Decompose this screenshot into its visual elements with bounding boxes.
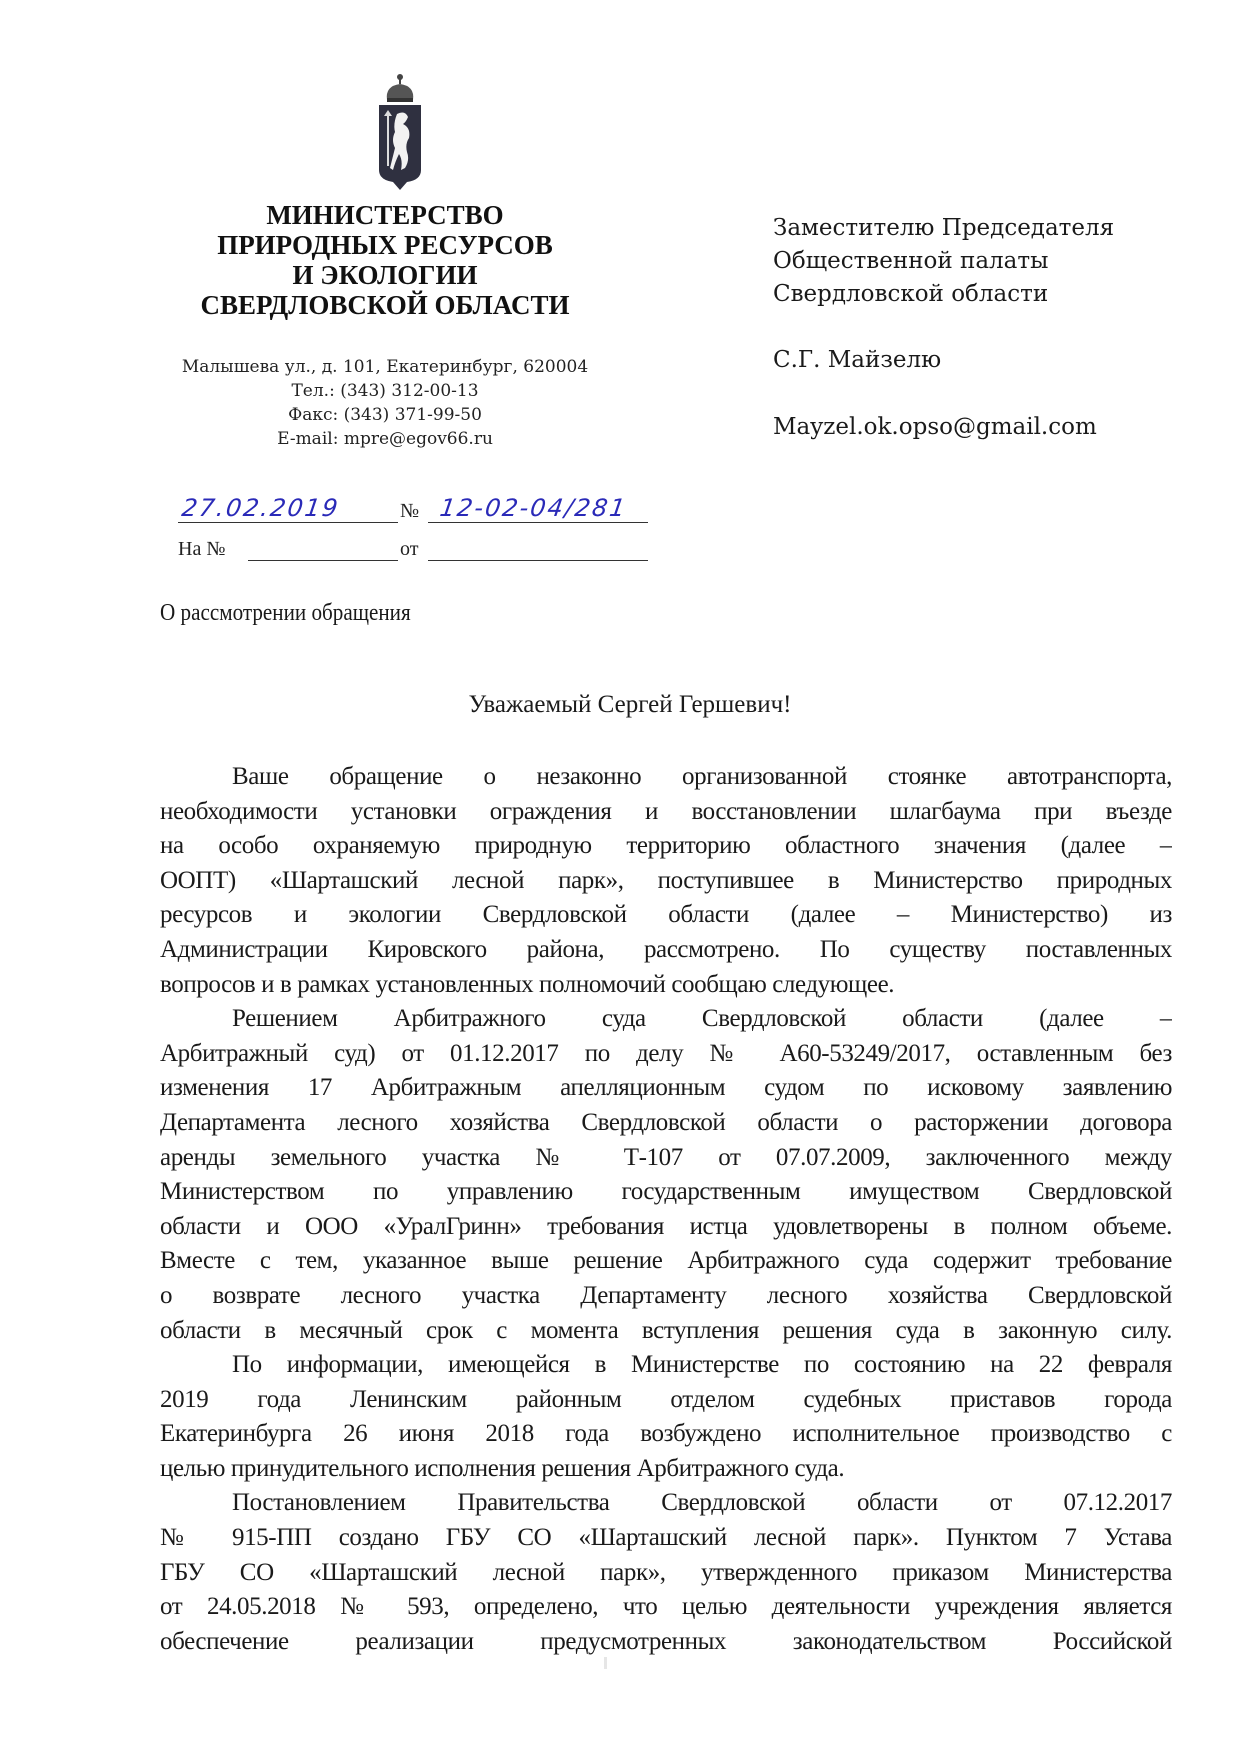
body-line: Решением Арбитражного суда Свердловской области (далее – bbox=[232, 1005, 1172, 1033]
body-line: ООПТ) «Шарташский лесной парк», поступившее в Министерство природных bbox=[160, 866, 1172, 894]
org-email: E-mail: mpre@egov66.ru bbox=[277, 429, 493, 449]
body-line: области и ООО «УралГринн» требования истца удовлетворены в полном объеме. bbox=[160, 1212, 1172, 1240]
registration-line bbox=[178, 494, 648, 524]
body-line: области в месячный срок с момента вступления решения суда в законную силу. bbox=[160, 1316, 1172, 1344]
number-label: № bbox=[400, 500, 420, 522]
organization-contacts bbox=[160, 355, 610, 451]
body-line: Министерством по управлению государственным имуществом Свердловской bbox=[160, 1178, 1172, 1206]
handwritten-date: 27.02.2019 bbox=[180, 494, 342, 522]
org-fax: Факс: (343) 371-99-50 bbox=[288, 405, 482, 425]
registration-date-field bbox=[178, 494, 398, 523]
body-line: Администрации Кировского района, рассмотрено. По существу поставленных bbox=[160, 935, 1172, 963]
body-line: аренды земельного участка № Т-107 от 07.07.2009, заключенного между bbox=[160, 1143, 1172, 1171]
addressee-position bbox=[773, 212, 1133, 311]
body-line: необходимости установки ограждения и восстановлении шлагбаума при въезде bbox=[160, 797, 1172, 825]
body-line: По информации, имеющейся в Министерстве по состоянию на 22 февраля bbox=[232, 1351, 1172, 1379]
body-line: на особо охраняемую природную территорию областного значения (далее – bbox=[160, 832, 1172, 860]
body-line: обеспечение реализации предусмотренных законодательством Российской bbox=[160, 1627, 1172, 1655]
letter-subject: О рассмотрении обращения bbox=[160, 600, 411, 626]
body-line: Ваше обращение о незаконно организованной стоянке автотранспорта, bbox=[232, 763, 1172, 790]
body-line: целью принудительного исполнения решения Арбитражного суда. bbox=[160, 1454, 845, 1482]
body-line: Вместе с тем, указанное выше решение Арбитражного суда содержит требование bbox=[160, 1247, 1172, 1275]
organization-name bbox=[160, 200, 610, 320]
body-line: 2019 года Ленинским районным отделом судебных приставов города bbox=[160, 1385, 1172, 1413]
org-line: МИНИСТЕРСТВО bbox=[266, 200, 504, 230]
body-line: Арбитражный суд) от 01.12.2017 по делу № А60-53249/2017, оставленным без bbox=[160, 1039, 1172, 1067]
handwritten-number: 12-02-04/281 bbox=[438, 494, 629, 522]
reference-number-blank bbox=[248, 560, 398, 561]
body-line: № 915-ПП создано ГБУ СО «Шарташский лесной парк». Пунктом 7 Устава bbox=[160, 1524, 1172, 1552]
body-line: Департамента лесного хозяйства Свердловской области о расторжении договора bbox=[160, 1108, 1172, 1136]
reference-date-blank bbox=[428, 560, 648, 561]
addressee-line: Заместителю Председателя bbox=[773, 215, 1115, 241]
org-line: ПРИРОДНЫХ РЕСУРСОВ bbox=[217, 230, 553, 260]
reference-date-label: от bbox=[400, 538, 419, 560]
org-line: СВЕРДЛОВСКОЙ ОБЛАСТИ bbox=[200, 290, 570, 320]
coat-of-arms-emblem bbox=[375, 72, 425, 192]
org-line: И ЭКОЛОГИИ bbox=[292, 260, 478, 290]
org-phone: Тел.: (343) 312-00-13 bbox=[291, 381, 479, 401]
letter-body bbox=[160, 760, 1172, 1659]
body-line: Екатеринбурга 26 июня 2018 года возбуждено исполнительное производство с bbox=[160, 1420, 1172, 1448]
addressee-name: С.Г. Майзелю bbox=[773, 347, 942, 373]
body-line: ГБУ СО «Шарташский лесной парк», утвержденного приказом Министерства bbox=[160, 1558, 1172, 1586]
body-line: изменения 17 Арбитражным апелляционным судом по исковому заявлению bbox=[160, 1074, 1172, 1102]
salutation: Уважаемый Сергей Гершевич! bbox=[468, 691, 792, 718]
org-address: Малышева ул., д. 101, Екатеринбург, 620004 bbox=[181, 357, 589, 377]
reference-number-label: На № bbox=[178, 538, 226, 560]
addressee-email: Mayzel.ok.opso@gmail.com bbox=[773, 414, 1097, 440]
body-line: о возврате лесного участка Департаменту лесного хозяйства Свердловской bbox=[160, 1281, 1172, 1309]
body-line: вопросов и в рамках установленных полномочий сообщаю следующее. bbox=[160, 970, 895, 998]
addressee-line: Свердловской области bbox=[773, 281, 1049, 307]
body-line: ресурсов и экологии Свердловской области (далее – Министерство) из bbox=[160, 901, 1172, 929]
reference-line bbox=[178, 534, 648, 564]
scan-speck bbox=[604, 1657, 607, 1669]
body-line: от 24.05.2018 № 593, определено, что целью деятельности учреждения является bbox=[160, 1593, 1172, 1621]
addressee-line: Общественной палаты bbox=[773, 248, 1049, 274]
body-line: Постановлением Правительства Свердловской области от 07.12.2017 bbox=[232, 1489, 1172, 1517]
registration-number-field bbox=[428, 494, 648, 523]
